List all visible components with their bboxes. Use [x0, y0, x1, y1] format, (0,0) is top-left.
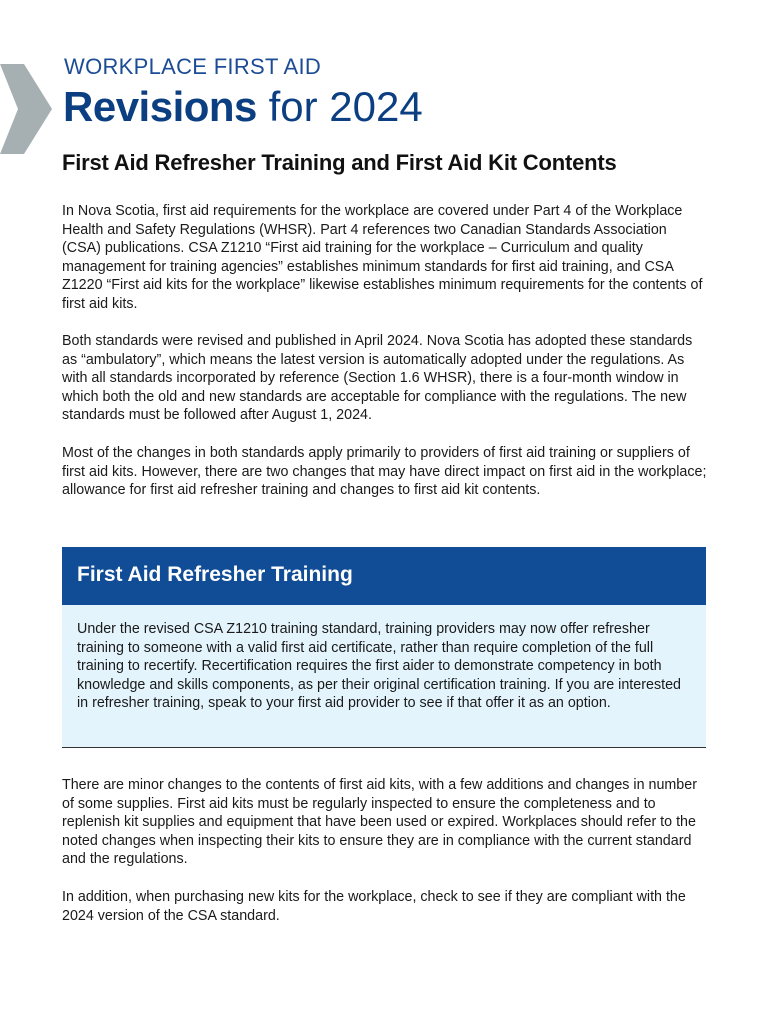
callout-title: First Aid Refresher Training: [77, 563, 353, 586]
intro-paragraph-1: In Nova Scotia, first aid requirements for the workplace are covered under Part 4 of the Workplace Health and Safety Regulations (WHSR). Part 4 references two Canadian Standards Association (CSA) publications. CSA Z1210 “First aid training for the workplace – Curriculum and quality management for training agencies” establishes minimum standards for first aid training, and CSA Z1220 “First aid kits for the workplace” likewise establishes minimum requirements for the contents of first aid kits.: [62, 203, 703, 312]
callout-text: Under the revised CSA Z1210 training standard, training providers may now offer refresher training to someone with a valid first aid certificate, rather than require completion of the full training to recertify. Recertification requires the first aider to demonstrate competency in both knowledge and skills components, as per their original certification training. If you are interested in refresher training, speak to your first aid provider to see if that offer it as an option.: [77, 621, 681, 712]
callout-body: [62, 605, 706, 748]
closing-paragraph-1: There are minor changes to the contents of first aid kits, with a few additions and changes in number of some supplies. First aid kits must be regularly inspected to ensure the completeness and to replenish kit supplies and equipment that have been used or expired. Workplaces should refer to the noted changes when inspecting their kits to ensure they are in compliance with the current standard and the regulations.: [62, 777, 697, 868]
intro-paragraph-3: Most of the changes in both standards apply primarily to providers of first aid training or suppliers of first aid kits. However, there are two changes that may have direct impact on first aid in the workplace; allowance for first aid refresher training and changes to first aid kit contents.: [62, 445, 707, 499]
title-bold: Revisions: [63, 83, 257, 130]
page-title: [63, 80, 423, 134]
closing-paragraph-2: In addition, when purchasing new kits for the workplace, check to see if they are compliant with the 2024 version of the CSA standard.: [62, 889, 686, 924]
refresher-training-callout: [62, 547, 706, 748]
chevron-arrow-graphic: [0, 64, 52, 154]
intro-paragraph-2: Both standards were revised and published in April 2024. Nova Scotia has adopted these standards as “ambulatory”, which means the latest version is automatically adopted under the regulations. As with all standards incorporated by reference (Section 1.6 WHSR), there is a four-month window in which both the old and new standards are acceptable for compliance with the regulations. The new standards must be followed after August 1, 2024.: [62, 333, 693, 424]
document-subtitle: First Aid Refresher Training and First Aid Kit Contents: [62, 150, 617, 175]
callout-header: [62, 547, 706, 605]
title-light: for 2024: [268, 83, 423, 130]
header-kicker: WORKPLACE FIRST AID: [64, 54, 322, 79]
